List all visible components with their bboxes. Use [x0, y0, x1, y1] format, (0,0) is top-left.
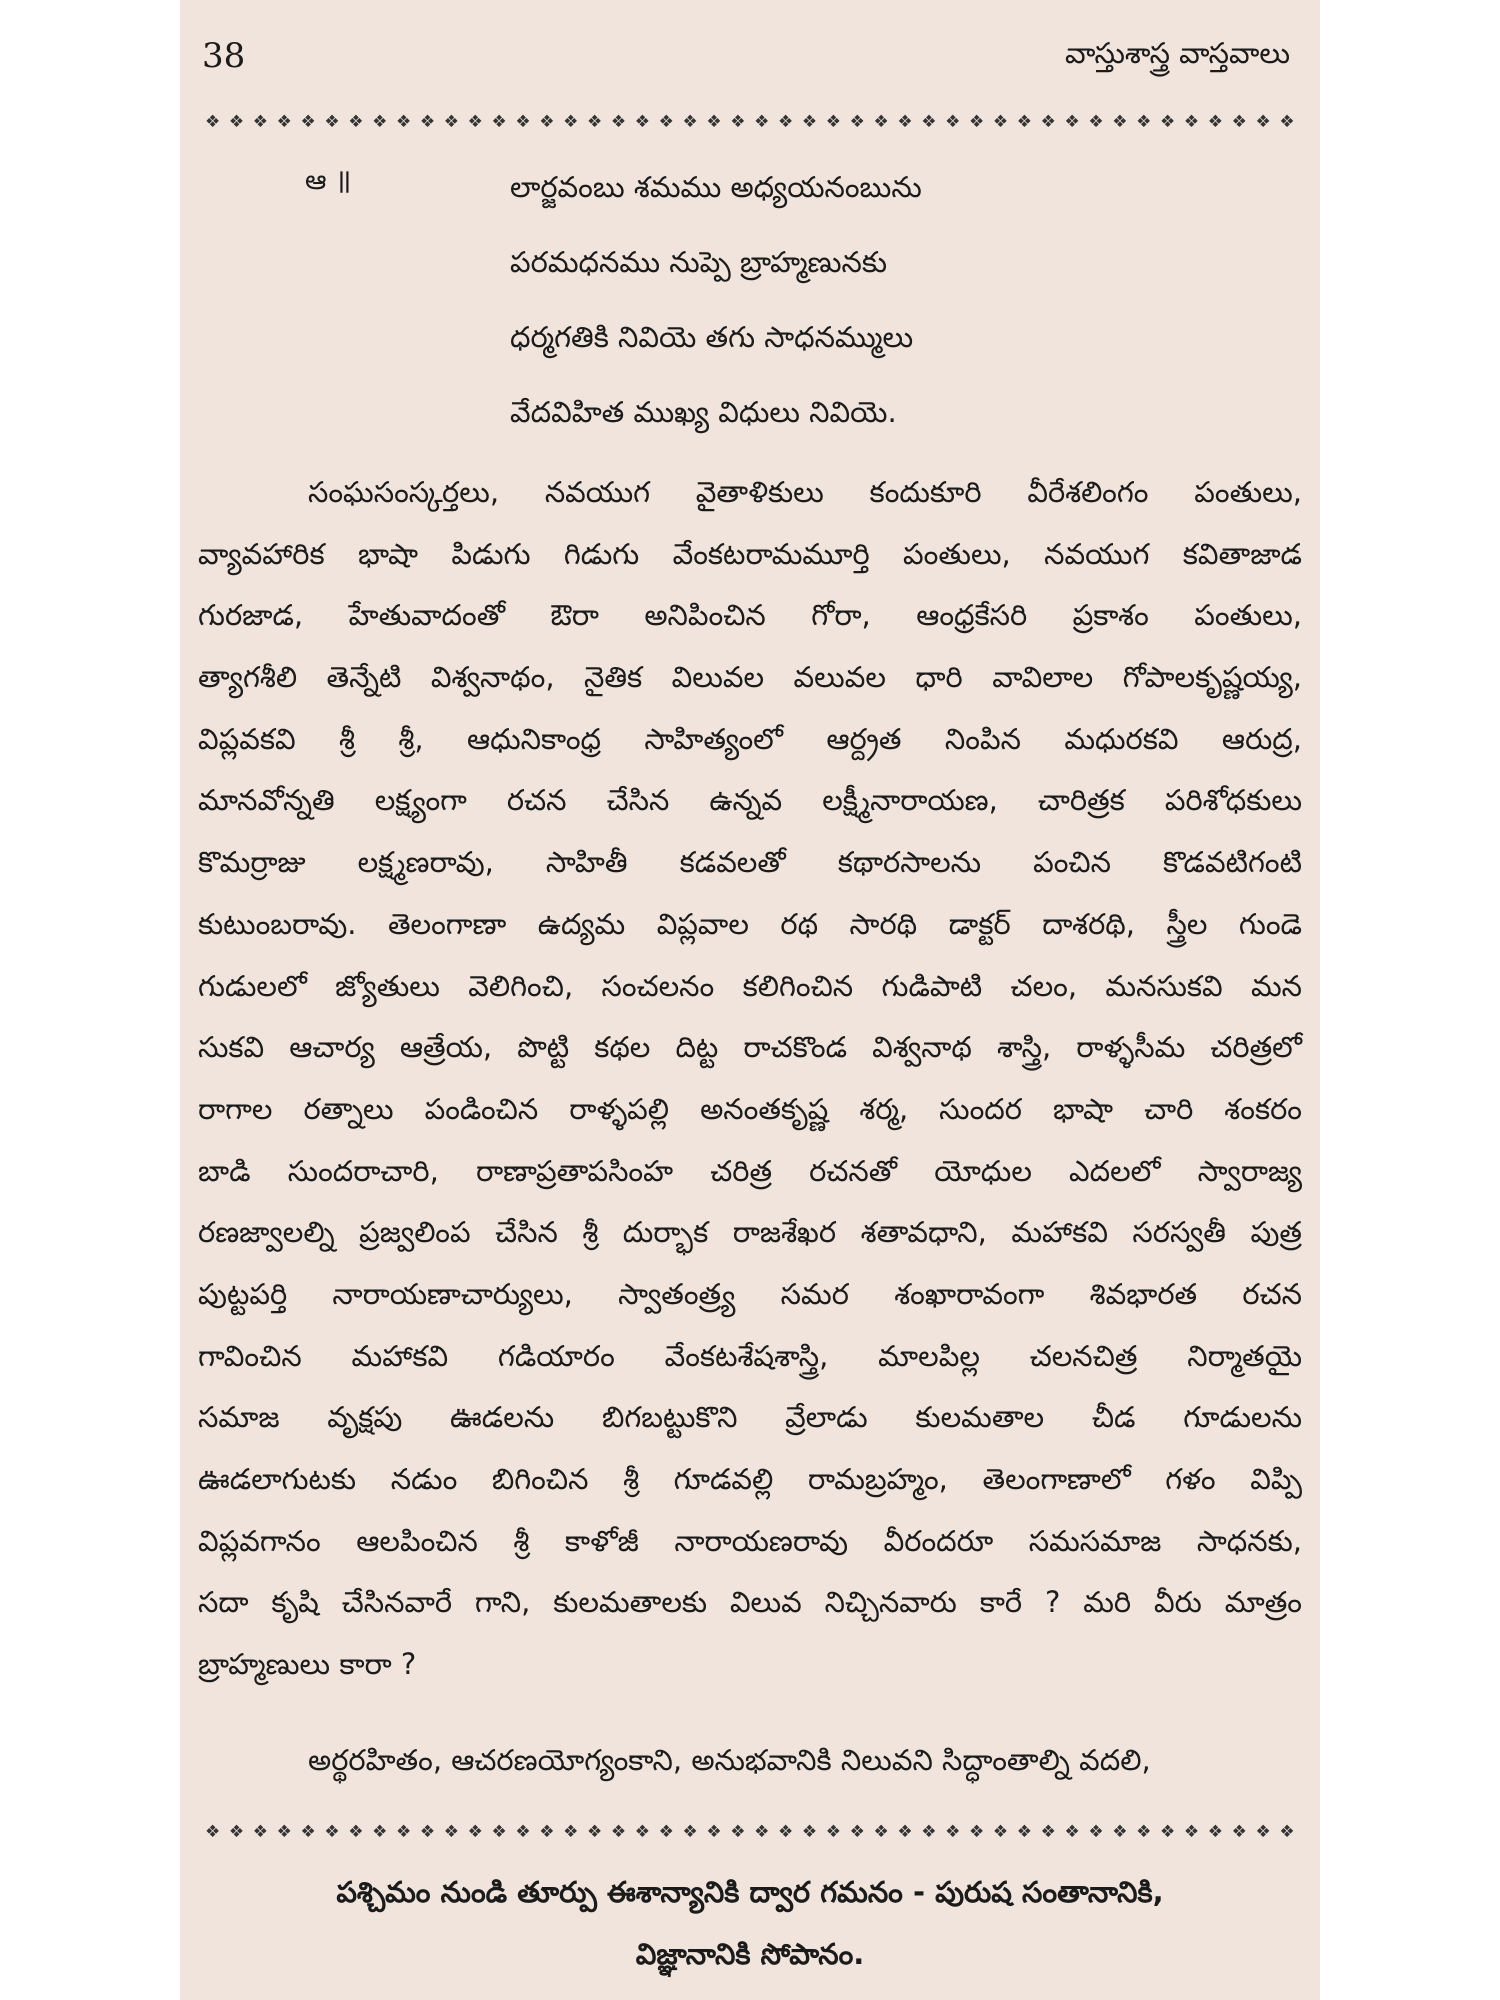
- ornament-diamond-icon: ❖: [849, 1821, 865, 1842]
- body-line: మానవోన్నతి లక్ష్యంగా రచన చేసిన ఉన్నవ లక్ష్మీనారాయణ, చారిత్రక పరిశోధకులు: [198, 783, 1302, 818]
- body-line: సుకవి ఆచార్య ఆత్రేయ, పొట్టి కథల దిట్ట రాచకొండ విశ్వనాథ శాస్త్రి, రాళ్ళసీమ చరిత్రలో: [198, 1030, 1302, 1065]
- ornament-diamond-icon: ❖: [706, 1821, 722, 1842]
- ornament-diamond-icon: ❖: [515, 111, 531, 132]
- ornament-diamond-icon: ❖: [945, 1821, 961, 1842]
- ornament-diamond-icon: ❖: [658, 111, 674, 132]
- ornament-diamond-icon: ❖: [205, 111, 221, 132]
- ornament-diamond-icon: ❖: [801, 111, 818, 132]
- ornament-diamond-icon: ❖: [1040, 111, 1056, 132]
- ornament-diamond-icon: ❖: [324, 1821, 340, 1842]
- ornament-diamond-icon: ❖: [300, 111, 316, 132]
- body-line: గావించిన మహాకవి గడియారం వేంకటశేషశాస్త్రి, మాలపిల్ల చలనచిత్ర నిర్మాతయై: [198, 1338, 1302, 1373]
- ornament-diamond-icon: ❖: [992, 111, 1009, 132]
- ornament-diamond-icon: ❖: [539, 111, 555, 132]
- poem-line: పరమధనము నుప్పె బ్రాహ్మణునకు: [510, 245, 888, 279]
- ornament-diamond-icon: ❖: [419, 1821, 436, 1842]
- ornament-diamond-icon: ❖: [921, 111, 937, 132]
- ornament-diamond-icon: ❖: [443, 1821, 459, 1842]
- ornament-diamond-icon: ❖: [1016, 111, 1032, 132]
- top-ornament-border: [205, 104, 1295, 140]
- ornament-diamond-icon: ❖: [1183, 1821, 1200, 1842]
- ornament-diamond-icon: ❖: [348, 1821, 364, 1842]
- body-line: వ్యావహారిక భాషా పిడుగు గిడుగు వేంకటరామమూర్తి పంతులు, నవయుగ కవితాజాడ: [198, 536, 1302, 571]
- ornament-diamond-icon: ❖: [682, 111, 698, 132]
- ornament-diamond-icon: ❖: [563, 1821, 579, 1842]
- ornament-diamond-icon: ❖: [1088, 111, 1104, 132]
- ornament-diamond-icon: ❖: [1231, 111, 1247, 132]
- ornament-diamond-icon: ❖: [1064, 111, 1080, 132]
- ornament-diamond-icon: ❖: [1207, 1821, 1223, 1842]
- ornament-diamond-icon: ❖: [300, 1821, 316, 1842]
- ornament-diamond-icon: ❖: [491, 1821, 507, 1842]
- ornament-diamond-icon: ❖: [634, 111, 650, 132]
- running-head: వాస్తుశాస్త్ర వాస్తవాలు: [1065, 36, 1290, 70]
- footer-caption: [180, 1870, 1320, 1994]
- ornament-diamond-icon: ❖: [969, 1821, 985, 1842]
- ornament-diamond-icon: ❖: [1160, 111, 1176, 132]
- ornament-diamond-icon: ❖: [348, 111, 364, 132]
- ornament-diamond-icon: ❖: [1136, 1821, 1152, 1842]
- body-line: కొమర్రాజు లక్ష్మణరావు, సాహితీ కడవలతో కథారసాలను పంచిన కొడవటిగంటి: [198, 845, 1302, 880]
- ornament-diamond-icon: ❖: [1279, 1821, 1295, 1842]
- ornament-diamond-icon: ❖: [1088, 1821, 1104, 1842]
- ornament-diamond-icon: ❖: [754, 111, 770, 132]
- poem-line: ధర్మగతికి నివియె తగు సాధనమ్ములు: [510, 320, 914, 354]
- poem-line: లార్జవంబు శమము అధ్యయనంబును: [510, 170, 922, 204]
- poem-meter-mark: ఆ ॥: [305, 165, 352, 196]
- ornament-diamond-icon: ❖: [1136, 111, 1152, 132]
- ornament-diamond-icon: ❖: [515, 1821, 531, 1842]
- ornament-diamond-icon: ❖: [419, 111, 436, 132]
- ornament-diamond-icon: ❖: [491, 111, 507, 132]
- ornament-diamond-icon: ❖: [539, 1821, 555, 1842]
- ornament-diamond-icon: ❖: [372, 111, 388, 132]
- ornament-diamond-icon: ❖: [467, 111, 483, 132]
- body-line: సమాజ వృక్షపు ఊడలను బిగబట్టుకొని వ్రేలాడు కులమతాల చీడ గూడులను: [198, 1400, 1302, 1435]
- body-line: రణజ్వాలల్ని ప్రజ్వలింప చేసిన శ్రీ దుర్భాక రాజశేఖర శతావధాని, మహాకవి సరస్వతీ పుత్ర: [198, 1215, 1302, 1250]
- body-line: సదా కృషి చేసినవారే గాని, కులమతాలకు విలువ నిచ్చినవారు కారే ? మరి వీరు మాత్రం: [198, 1585, 1302, 1620]
- body-line: గురజాడ, హేతువాదంతో ఔరా అనిపించిన గోరా, ఆంధ్రకేసరి ప్రకాశం పంతులు,: [198, 598, 1302, 633]
- body-line: ఊడలాగుటకు నడుం బిగించిన శ్రీ గూడవల్లి రామబ్రహ్మం, తెలంగాణాలో గళం విప్పి: [198, 1462, 1302, 1496]
- ornament-diamond-icon: ❖: [730, 1821, 746, 1842]
- ornament-diamond-icon: ❖: [443, 111, 459, 132]
- ornament-diamond-icon: ❖: [1183, 111, 1200, 132]
- ornament-diamond-icon: ❖: [873, 1821, 889, 1842]
- ornament-diamond-icon: ❖: [1016, 1821, 1032, 1842]
- body-line: బాడి సుందరాచారి, రాణాప్రతాపసింహ చరిత్ర రచనతో యోధుల ఎదలలో స్వారాజ్య: [198, 1153, 1302, 1188]
- footer-line: విజ్ఞానానికి సోపానం.: [635, 1937, 865, 1971]
- ornament-diamond-icon: ❖: [1112, 111, 1128, 132]
- second-paragraph: అర్థరహితం, ఆచరణయోగ్యంకాని, అనుభవానికి నిలువని సిద్ధాంతాల్ని వదలి,: [308, 1743, 1151, 1777]
- ornament-diamond-icon: ❖: [897, 111, 913, 132]
- ornament-diamond-icon: ❖: [1064, 1821, 1080, 1842]
- ornament-diamond-icon: ❖: [252, 1821, 268, 1842]
- ornament-diamond-icon: ❖: [1112, 1821, 1128, 1842]
- ornament-diamond-icon: ❖: [324, 111, 340, 132]
- ornament-diamond-icon: ❖: [825, 111, 841, 132]
- ornament-diamond-icon: ❖: [945, 111, 961, 132]
- ornament-diamond-icon: ❖: [372, 1821, 388, 1842]
- ornament-diamond-icon: ❖: [610, 1821, 627, 1842]
- body-line: పుట్టపర్తి నారాయణాచార్యులు, స్వాతంత్ర్య సమర శంఖారావంగా శివభారత రచన: [198, 1276, 1302, 1311]
- ornament-diamond-icon: ❖: [396, 111, 412, 132]
- ornament-diamond-icon: ❖: [778, 1821, 794, 1842]
- body-line: రాగాల రత్నాలు పండించిన రాళ్ళపల్లి అనంతకృష్ణ శర్మ, సుందర భాషా చారి శంకరం: [198, 1091, 1302, 1126]
- ornament-diamond-icon: ❖: [1040, 1821, 1056, 1842]
- ornament-diamond-icon: ❖: [228, 111, 245, 132]
- ornament-diamond-icon: ❖: [849, 111, 865, 132]
- ornament-diamond-icon: ❖: [1160, 1821, 1176, 1842]
- poem-line: వేదవిహిత ముఖ్య విధులు నివియె.: [510, 395, 897, 429]
- ornament-diamond-icon: ❖: [205, 1821, 221, 1842]
- ornament-diamond-icon: ❖: [730, 111, 746, 132]
- book-page: [180, 0, 1320, 2000]
- ornament-diamond-icon: ❖: [1231, 1821, 1247, 1842]
- ornament-diamond-icon: ❖: [825, 1821, 841, 1842]
- ornament-diamond-icon: ❖: [276, 1821, 292, 1842]
- ornament-diamond-icon: ❖: [610, 111, 627, 132]
- ornament-diamond-icon: ❖: [563, 111, 579, 132]
- ornament-diamond-icon: ❖: [1207, 111, 1223, 132]
- body-paragraph: [198, 470, 1302, 1704]
- ornament-diamond-icon: ❖: [1255, 1821, 1271, 1842]
- page-number: 38: [202, 36, 246, 76]
- ornament-diamond-icon: ❖: [801, 1821, 818, 1842]
- ornament-diamond-icon: ❖: [778, 111, 794, 132]
- ornament-diamond-icon: ❖: [587, 111, 603, 132]
- ornament-diamond-icon: ❖: [921, 1821, 937, 1842]
- footer-line: పశ్చిమం నుండి తూర్పు ఈశాన్యానికి ద్వార గమనం - పురుష సంతానానికి,: [336, 1875, 1164, 1909]
- body-line: సంఘసంస్కర్తలు, నవయుగ వైతాళికులు కందుకూరి వీరేశలింగం పంతులు,: [308, 475, 1302, 509]
- ornament-diamond-icon: ❖: [969, 111, 985, 132]
- body-line: విప్లవగానం ఆలపించిన శ్రీ కాళోజీ నారాయణరావు వీరందరూ సమసమాజ సాధనకు,: [198, 1523, 1302, 1558]
- ornament-diamond-icon: ❖: [706, 111, 722, 132]
- poem-lines: [510, 165, 922, 465]
- body-line: త్యాగశీలి తెన్నేటి విశ్వనాథం, నైతిక విలువల వలువల ధారి వావిలాల గోపాలకృష్ణయ్య,: [198, 660, 1302, 695]
- ornament-diamond-icon: ❖: [1255, 111, 1271, 132]
- ornament-diamond-icon: ❖: [252, 111, 268, 132]
- ornament-diamond-icon: ❖: [897, 1821, 913, 1842]
- ornament-diamond-icon: ❖: [587, 1821, 603, 1842]
- body-line: గుడులలో జ్యోతులు వెలిగించి, సంచలనం కలిగించిన గుడిపాటి చలం, మనసుకవి మన: [198, 968, 1302, 1003]
- ornament-diamond-icon: ❖: [754, 1821, 770, 1842]
- ornament-diamond-icon: ❖: [396, 1821, 412, 1842]
- body-line: బ్రాహ్మణులు కారా ?: [198, 1647, 417, 1682]
- ornament-diamond-icon: ❖: [228, 1821, 245, 1842]
- ornament-diamond-icon: ❖: [467, 1821, 483, 1842]
- ornament-diamond-icon: ❖: [1279, 111, 1295, 132]
- body-line: విప్లవకవి శ్రీ శ్రీ, ఆధునికాంధ్ర సాహిత్యంలో ఆర్ద్రత నింపిన మధురకవి ఆరుద్ర,: [198, 721, 1302, 756]
- page-header: [202, 28, 1290, 88]
- ornament-diamond-icon: ❖: [634, 1821, 650, 1842]
- ornament-diamond-icon: ❖: [276, 111, 292, 132]
- ornament-diamond-icon: ❖: [992, 1821, 1009, 1842]
- ornament-diamond-icon: ❖: [682, 1821, 698, 1842]
- bottom-ornament-border: [205, 1814, 1295, 1850]
- ornament-diamond-icon: ❖: [873, 111, 889, 132]
- body-line: కుటుంబరావు. తెలంగాణా ఉద్యమ విప్లవాల రథ సారథి డాక్టర్ దాశరథి, స్త్రీల గుండె: [198, 906, 1302, 941]
- ornament-diamond-icon: ❖: [658, 1821, 674, 1842]
